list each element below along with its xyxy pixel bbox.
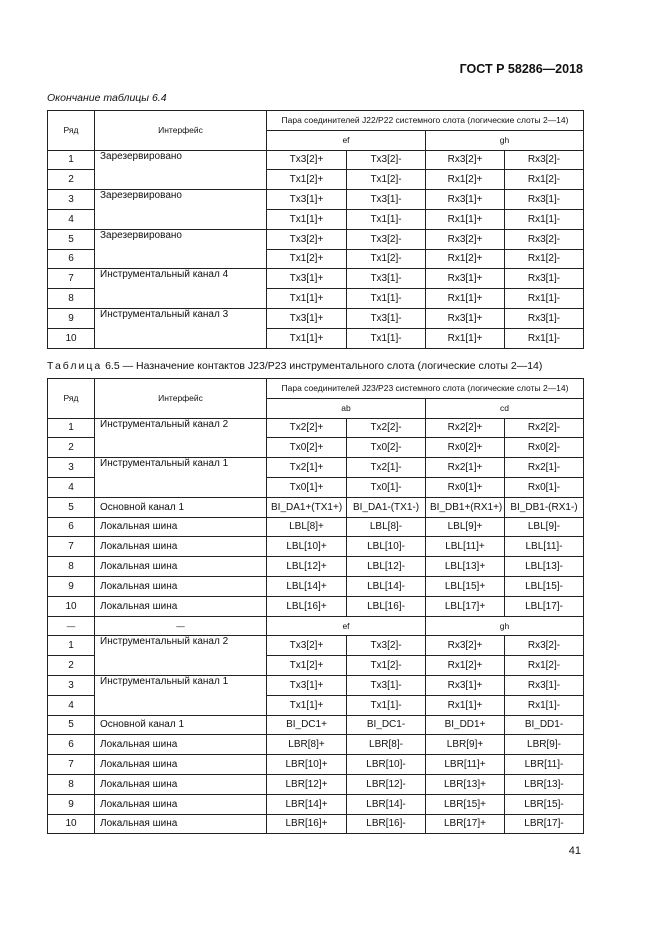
pin-cell: Tx0[2]+ bbox=[267, 438, 347, 458]
row-number-cell: 7 bbox=[48, 755, 95, 775]
pin-cell: Rx0[2]+ bbox=[426, 438, 505, 458]
table-row bbox=[48, 269, 584, 289]
pin-cell: Rx1[1]+ bbox=[426, 289, 505, 309]
pin-cell: LBR[15]- bbox=[505, 794, 584, 814]
table-row bbox=[48, 537, 584, 557]
pin-cell: LBL[9]+ bbox=[426, 517, 505, 537]
pin-cell: Rx1[2]- bbox=[505, 170, 584, 190]
row-number-cell: 5 bbox=[48, 497, 95, 517]
pin-cell: Tx0[2]- bbox=[347, 438, 426, 458]
pin-cell: Tx2[2]- bbox=[347, 418, 426, 438]
pin-cell: Rx3[2]+ bbox=[426, 150, 505, 170]
contact-group-header: gh bbox=[426, 616, 584, 636]
pin-cell: Tx2[2]+ bbox=[267, 418, 347, 438]
pin-cell: LBL[15]- bbox=[505, 576, 584, 596]
interface-cell: Локальная шина bbox=[95, 596, 267, 616]
row-number-cell: 4 bbox=[48, 477, 95, 497]
pin-cell: Rx1[1]+ bbox=[426, 695, 505, 715]
pin-cell: LBR[8]- bbox=[347, 735, 426, 755]
interface-cell: Основной канал 1 bbox=[95, 497, 267, 517]
pin-cell: LBL[8]- bbox=[347, 517, 426, 537]
pin-cell: LBR[8]+ bbox=[267, 735, 347, 755]
interface-cell: Локальная шина bbox=[95, 814, 267, 834]
table-row bbox=[48, 675, 584, 695]
row-number-cell: 3 bbox=[48, 458, 95, 478]
table-6-4 bbox=[47, 110, 584, 349]
row-number-cell: 10 bbox=[48, 814, 95, 834]
pin-cell: LBR[13]+ bbox=[426, 774, 505, 794]
contact-group-header: gh bbox=[426, 130, 584, 150]
pin-cell: Tx3[1]- bbox=[347, 269, 426, 289]
interface-cell: Локальная шина bbox=[95, 755, 267, 775]
pin-cell: Tx1[1]+ bbox=[267, 289, 347, 309]
row-number-cell: 4 bbox=[48, 695, 95, 715]
pin-cell: BI_DB1-(RX1-) bbox=[505, 497, 584, 517]
pin-cell: LBR[11]+ bbox=[426, 755, 505, 775]
pin-cell: Rx2[2]- bbox=[505, 418, 584, 438]
column-header-interface: Интерфейс bbox=[95, 379, 267, 419]
header-row bbox=[48, 379, 584, 399]
interface-cell: Локальная шина bbox=[95, 735, 267, 755]
row-number-cell: 1 bbox=[48, 636, 95, 656]
row-number-cell: 2 bbox=[48, 438, 95, 458]
pin-cell: Rx3[1]- bbox=[505, 308, 584, 328]
pin-cell: BI_DB1+(RX1+) bbox=[426, 497, 505, 517]
pin-cell: BI_DA1+(TX1+) bbox=[267, 497, 347, 517]
pin-cell: LBR[14]- bbox=[347, 794, 426, 814]
contact-group-header: ef bbox=[267, 616, 426, 636]
pin-cell: Rx0[2]- bbox=[505, 438, 584, 458]
pin-cell: Rx3[1]- bbox=[505, 190, 584, 210]
pin-cell: Tx1[2]- bbox=[347, 656, 426, 676]
pin-cell: Tx1[2]+ bbox=[267, 170, 347, 190]
table-row bbox=[48, 715, 584, 735]
pin-cell: Rx3[1]+ bbox=[426, 190, 505, 210]
interface-cell: Зарезервировано bbox=[95, 190, 267, 230]
interface-cell: Инструментальный канал 2 bbox=[95, 418, 267, 458]
pin-cell: LBL[15]+ bbox=[426, 576, 505, 596]
pin-cell: Tx1[1]- bbox=[347, 328, 426, 348]
row-number-cell: 8 bbox=[48, 774, 95, 794]
table-row bbox=[48, 150, 584, 170]
pin-cell: BI_DC1+ bbox=[267, 715, 347, 735]
pin-cell: Rx2[1]+ bbox=[426, 458, 505, 478]
pin-cell: LBR[16]+ bbox=[267, 814, 347, 834]
pin-cell: Tx2[1]- bbox=[347, 458, 426, 478]
header-row bbox=[48, 111, 584, 131]
pin-cell: Rx2[1]- bbox=[505, 458, 584, 478]
row-number-cell: 2 bbox=[48, 170, 95, 190]
pin-cell: LBL[12]+ bbox=[267, 557, 347, 577]
pin-cell: Rx2[2]+ bbox=[426, 418, 505, 438]
pin-cell: LBR[12]+ bbox=[267, 774, 347, 794]
interface-cell: Инструментальный канал 4 bbox=[95, 269, 267, 309]
table-6-5-caption bbox=[47, 360, 542, 372]
pin-cell: Tx2[1]+ bbox=[267, 458, 347, 478]
page-number: 41 bbox=[568, 845, 581, 857]
pin-cell: LBR[14]+ bbox=[267, 794, 347, 814]
pin-cell: Tx3[1]- bbox=[347, 190, 426, 210]
pin-cell: Tx3[2]+ bbox=[267, 229, 347, 249]
pin-cell: LBR[10]+ bbox=[267, 755, 347, 775]
row-number-cell: 7 bbox=[48, 537, 95, 557]
pin-cell: Tx3[2]+ bbox=[267, 150, 347, 170]
pin-cell: Tx1[1]- bbox=[347, 289, 426, 309]
interface-cell: Локальная шина bbox=[95, 557, 267, 577]
table-row bbox=[48, 497, 584, 517]
pin-cell: LBR[15]+ bbox=[426, 794, 505, 814]
pin-cell: LBR[17]- bbox=[505, 814, 584, 834]
contact-group-header: ef bbox=[267, 130, 426, 150]
pin-cell: Tx3[2]- bbox=[347, 150, 426, 170]
row-number-cell: 1 bbox=[48, 418, 95, 438]
table-row bbox=[48, 557, 584, 577]
pin-cell: Tx3[1]- bbox=[347, 675, 426, 695]
pin-cell: LBL[11]- bbox=[505, 537, 584, 557]
contact-group-header: ab bbox=[267, 398, 426, 418]
pin-cell: Rx1[2]+ bbox=[426, 656, 505, 676]
interface-cell: Зарезервировано bbox=[95, 229, 267, 269]
connector-pair-header: Пара соединителей J23/P23 системного слота (логические слоты 2—14) bbox=[267, 379, 584, 399]
table-row bbox=[48, 774, 584, 794]
row-number-cell: 8 bbox=[48, 557, 95, 577]
row-number-cell: 9 bbox=[48, 794, 95, 814]
pin-cell: Tx3[1]+ bbox=[267, 308, 347, 328]
pin-cell: LBR[16]- bbox=[347, 814, 426, 834]
table-row bbox=[48, 814, 584, 834]
row-number-cell: 1 bbox=[48, 150, 95, 170]
pin-cell: LBL[10]+ bbox=[267, 537, 347, 557]
pin-cell: LBR[10]- bbox=[347, 755, 426, 775]
pin-cell: Rx1[2]+ bbox=[426, 170, 505, 190]
pin-cell: Tx1[2]+ bbox=[267, 656, 347, 676]
pin-cell: LBL[17]+ bbox=[426, 596, 505, 616]
table-row bbox=[48, 596, 584, 616]
pin-cell: LBL[11]+ bbox=[426, 537, 505, 557]
pin-cell: BI_DA1-(TX1-) bbox=[347, 497, 426, 517]
pin-cell: Rx3[2]+ bbox=[426, 636, 505, 656]
interface-cell: Зарезервировано bbox=[95, 150, 267, 190]
row-number-cell: 5 bbox=[48, 229, 95, 249]
pin-cell: Tx0[1]+ bbox=[267, 477, 347, 497]
row-number-cell: 8 bbox=[48, 289, 95, 309]
pin-cell: LBL[10]- bbox=[347, 537, 426, 557]
pin-cell: Rx1[2]+ bbox=[426, 249, 505, 269]
pin-cell: LBL[14]+ bbox=[267, 576, 347, 596]
pin-cell: Rx3[2]+ bbox=[426, 229, 505, 249]
interface-cell: Инструментальный канал 1 bbox=[95, 458, 267, 498]
row-number-cell: 5 bbox=[48, 715, 95, 735]
row-number-cell: 6 bbox=[48, 517, 95, 537]
pin-cell: Rx3[2]- bbox=[505, 636, 584, 656]
column-header-interface: Интерфейс bbox=[95, 111, 267, 151]
row-number-cell: 9 bbox=[48, 576, 95, 596]
table-row bbox=[48, 190, 584, 210]
contact-group-header: cd bbox=[426, 398, 584, 418]
pin-cell: Rx3[1]+ bbox=[426, 675, 505, 695]
document-header: ГОСТ Р 58286—2018 bbox=[459, 62, 583, 76]
pin-cell: Tx1[2]- bbox=[347, 249, 426, 269]
pin-cell: Rx3[1]- bbox=[505, 269, 584, 289]
pin-cell: Rx3[1]+ bbox=[426, 269, 505, 289]
table-6-5 bbox=[47, 378, 584, 834]
pin-cell: Rx1[1]- bbox=[505, 289, 584, 309]
separator-dash-cell: — bbox=[48, 616, 95, 636]
row-number-cell: 7 bbox=[48, 269, 95, 289]
interface-cell: Локальная шина bbox=[95, 537, 267, 557]
pin-cell: Rx1[1]- bbox=[505, 695, 584, 715]
row-number-cell: 10 bbox=[48, 328, 95, 348]
pin-cell: LBL[17]- bbox=[505, 596, 584, 616]
table-continuation-caption: Окончание таблицы 6.4 bbox=[47, 92, 167, 104]
column-header-row: Ряд bbox=[48, 379, 95, 419]
pin-cell: Rx1[2]- bbox=[505, 656, 584, 676]
pin-cell: Tx0[1]- bbox=[347, 477, 426, 497]
pin-cell: Tx3[2]- bbox=[347, 229, 426, 249]
pin-cell: Tx1[1]+ bbox=[267, 695, 347, 715]
interface-cell: Локальная шина bbox=[95, 774, 267, 794]
pin-cell: Tx3[2]- bbox=[347, 636, 426, 656]
pin-cell: Rx3[2]- bbox=[505, 150, 584, 170]
row-number-cell: 10 bbox=[48, 596, 95, 616]
pin-cell: Rx0[1]- bbox=[505, 477, 584, 497]
pin-cell: BI_DD1+ bbox=[426, 715, 505, 735]
pin-cell: LBL[13]+ bbox=[426, 557, 505, 577]
pin-cell: LBL[9]- bbox=[505, 517, 584, 537]
pin-cell: LBL[16]- bbox=[347, 596, 426, 616]
interface-cell: Инструментальный канал 2 bbox=[95, 636, 267, 676]
interface-cell: Локальная шина bbox=[95, 794, 267, 814]
table-row bbox=[48, 735, 584, 755]
interface-cell: Инструментальный канал 3 bbox=[95, 308, 267, 348]
table-row bbox=[48, 229, 584, 249]
pin-cell: Tx1[2]+ bbox=[267, 249, 347, 269]
pin-cell: LBR[11]- bbox=[505, 755, 584, 775]
pin-cell: BI_DD1- bbox=[505, 715, 584, 735]
pin-cell: LBR[9]+ bbox=[426, 735, 505, 755]
pin-cell: Rx1[1]+ bbox=[426, 209, 505, 229]
pin-cell: Tx3[1]+ bbox=[267, 190, 347, 210]
pin-cell: LBL[12]- bbox=[347, 557, 426, 577]
table-row bbox=[48, 308, 584, 328]
column-header-row: Ряд bbox=[48, 111, 95, 151]
pin-cell: Tx1[2]- bbox=[347, 170, 426, 190]
pin-cell: LBL[8]+ bbox=[267, 517, 347, 537]
row-number-cell: 6 bbox=[48, 735, 95, 755]
pin-cell: Rx1[2]- bbox=[505, 249, 584, 269]
pin-cell: Tx3[2]+ bbox=[267, 636, 347, 656]
pin-cell: Rx1[1]- bbox=[505, 328, 584, 348]
row-number-cell: 3 bbox=[48, 675, 95, 695]
pin-cell: LBL[14]- bbox=[347, 576, 426, 596]
pin-cell: LBR[17]+ bbox=[426, 814, 505, 834]
interface-cell: Локальная шина bbox=[95, 517, 267, 537]
pin-cell: Rx3[2]- bbox=[505, 229, 584, 249]
pin-cell: Rx1[1]+ bbox=[426, 328, 505, 348]
row-number-cell: 6 bbox=[48, 249, 95, 269]
connector-pair-header: Пара соединителей J22/P22 системного слота (логические слоты 2—14) bbox=[267, 111, 584, 131]
table-row bbox=[48, 794, 584, 814]
pin-cell: Tx3[1]+ bbox=[267, 269, 347, 289]
pin-cell: Rx0[1]+ bbox=[426, 477, 505, 497]
pin-cell: Rx3[1]+ bbox=[426, 308, 505, 328]
pin-cell: BI_DC1- bbox=[347, 715, 426, 735]
interface-cell: Локальная шина bbox=[95, 576, 267, 596]
table-label: Таблица bbox=[47, 360, 103, 372]
separator-dash-cell: — bbox=[95, 616, 267, 636]
pin-cell: Tx1[1]- bbox=[347, 209, 426, 229]
table-row bbox=[48, 636, 584, 656]
pin-cell: LBL[16]+ bbox=[267, 596, 347, 616]
separator-row bbox=[48, 616, 584, 636]
pin-cell: LBR[9]- bbox=[505, 735, 584, 755]
pin-cell: Rx3[1]- bbox=[505, 675, 584, 695]
table-row bbox=[48, 576, 584, 596]
pin-cell: LBL[13]- bbox=[505, 557, 584, 577]
row-number-cell: 4 bbox=[48, 209, 95, 229]
pin-cell: Tx1[1]+ bbox=[267, 209, 347, 229]
row-number-cell: 2 bbox=[48, 656, 95, 676]
table-row bbox=[48, 517, 584, 537]
pin-cell: Tx1[1]- bbox=[347, 695, 426, 715]
row-number-cell: 9 bbox=[48, 308, 95, 328]
pin-cell: Tx3[1]- bbox=[347, 308, 426, 328]
row-number-cell: 3 bbox=[48, 190, 95, 210]
interface-cell: Инструментальный канал 1 bbox=[95, 675, 267, 715]
pin-cell: Rx1[1]- bbox=[505, 209, 584, 229]
interface-cell: Основной канал 1 bbox=[95, 715, 267, 735]
pin-cell: LBR[13]- bbox=[505, 774, 584, 794]
table-row bbox=[48, 755, 584, 775]
table-row bbox=[48, 418, 584, 438]
table-title: 6.5 — Назначение контактов J23/P23 инструментального слота (логические слоты 2—14) bbox=[105, 360, 543, 372]
pin-cell: Tx1[1]+ bbox=[267, 328, 347, 348]
table-row bbox=[48, 458, 584, 478]
pin-cell: Tx3[1]+ bbox=[267, 675, 347, 695]
pin-cell: LBR[12]- bbox=[347, 774, 426, 794]
